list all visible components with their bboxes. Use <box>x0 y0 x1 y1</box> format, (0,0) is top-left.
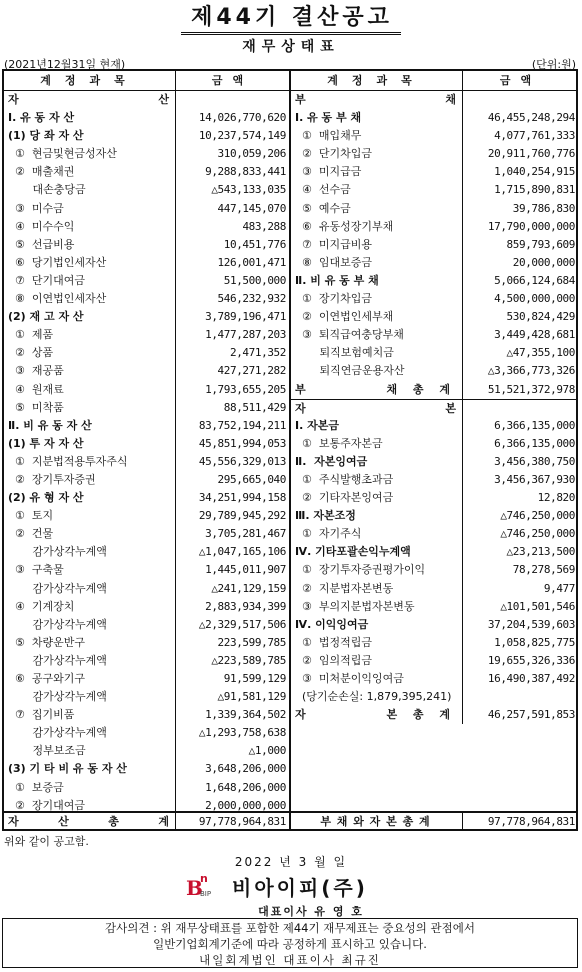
account-label: ⑧ 이연법인세자산 <box>4 290 176 308</box>
table-row <box>4 91 289 109</box>
amount-value: 14,026,770,620 <box>198 111 286 125</box>
amount-value: 4,077,761,333 <box>494 129 575 143</box>
table-row <box>291 706 578 724</box>
amount-value: 2,000,000,000 <box>205 798 286 812</box>
amount-value <box>463 688 578 706</box>
table-row <box>291 326 578 344</box>
table-row <box>291 308 578 326</box>
amount-value: 1,477,287,203 <box>205 328 286 342</box>
account-label: ① 보증금 <box>4 779 176 797</box>
amount-value: 483,288 <box>242 219 286 233</box>
account-label: ① 현금및현금성자산 <box>4 145 176 163</box>
amount-value: 12,820 <box>537 491 575 505</box>
account-header: 계정과목 <box>291 71 463 90</box>
account-label: ① 법정적립금 <box>291 634 463 652</box>
amount-value: 20,911,760,776 <box>487 147 575 161</box>
account-label: 퇴직보험예치금 <box>291 344 463 362</box>
balance-sheet-table <box>2 69 578 831</box>
table-row <box>291 598 578 616</box>
account-label: 정부보조금 <box>4 742 176 760</box>
amount-value: 20,000,000 <box>512 255 575 269</box>
label-part: 산 <box>158 93 169 106</box>
table-row <box>291 344 578 362</box>
amount-value: 2,471,352 <box>229 346 286 360</box>
account-label: ① 보통주자본금 <box>291 435 463 453</box>
amount-value: 223,599,785 <box>217 635 286 649</box>
amount-value: 88,511,429 <box>223 400 286 414</box>
amount-value: 1,715,890,831 <box>494 183 575 197</box>
account-label: ② 상품 <box>4 344 176 362</box>
amount-value: 17,790,000,000 <box>487 219 575 233</box>
amount-value: 6,366,135,000 <box>494 418 575 432</box>
assets-rows <box>4 91 289 815</box>
account-label: ⑥ 유동성장기부채 <box>291 218 463 236</box>
table-row <box>4 471 289 489</box>
table-row <box>4 181 289 199</box>
liabilities-header <box>291 71 578 91</box>
total-char-1: 자 <box>8 815 19 828</box>
table-row <box>4 779 289 797</box>
table-row <box>4 218 289 236</box>
amount-value: 9,288,833,441 <box>205 165 286 179</box>
amount-value: 546,232,932 <box>217 292 286 306</box>
account-label: ② 건물 <box>4 525 176 543</box>
amount-value: 45,851,994,053 <box>198 436 286 450</box>
table-row <box>291 652 578 670</box>
amount-value: △1,293,758,638 <box>198 726 286 740</box>
account-label: 감가상각누계액 <box>4 652 176 670</box>
account-label: ⑤ 차량운반구 <box>4 634 176 652</box>
table-row <box>4 290 289 308</box>
table-row <box>4 652 289 670</box>
table-row <box>4 525 289 543</box>
table-row <box>291 91 578 109</box>
account-label: ③ 부의지분법자본변동 <box>291 598 463 616</box>
amount-value: 3,789,196,471 <box>205 310 286 324</box>
account-label: ① 주식발행초과금 <box>291 471 463 489</box>
amount-value: 29,789,945,292 <box>198 509 286 523</box>
account-label: ⑤ 미착품 <box>4 399 176 417</box>
logo-letter-b: B <box>186 876 203 900</box>
company-signature <box>186 870 368 902</box>
label-part: 본 총 계 <box>386 708 456 722</box>
label-part: 자 <box>295 708 306 722</box>
table-row <box>291 163 578 181</box>
amount-value: 45,556,329,013 <box>198 454 286 468</box>
table-row <box>4 670 289 688</box>
amount-value: 126,001,471 <box>217 255 286 269</box>
table-row <box>4 272 289 290</box>
table-row <box>291 543 578 561</box>
account-label: ⑦ 집기비품 <box>4 706 176 724</box>
amount-value <box>463 400 578 417</box>
company-logo <box>186 872 222 900</box>
account-label: Ⅱ. 비 유 동 부 채 <box>291 272 463 290</box>
account-label: ⑤ 예수금 <box>291 200 463 218</box>
account-label: Ⅳ. 기타포괄손익누계액 <box>291 543 463 561</box>
amount-header: 금액 <box>499 74 542 87</box>
table-row <box>4 706 289 724</box>
table-row <box>291 109 578 127</box>
account-label: (3) 기 타 비 유 동 자 산 <box>4 760 176 778</box>
total-char-3: 총 <box>108 815 119 828</box>
account-label: 감가상각누계액 <box>4 688 176 706</box>
label-part: 자 <box>8 93 19 106</box>
audit-line-3: 내일회계법인 대표이사 최규진 <box>199 953 381 967</box>
amount-value: 3,705,281,467 <box>205 527 286 541</box>
account-label: ② 단기차입금 <box>291 145 463 163</box>
label-part: 부 <box>295 93 306 106</box>
table-row <box>4 399 289 417</box>
amount-value: 39,786,830 <box>512 201 575 215</box>
amount-value: △3,366,773,326 <box>487 364 575 378</box>
liabilities-equity-rows <box>291 91 578 724</box>
amount-value: 3,648,206,000 <box>205 762 286 776</box>
assets-total-amount: 97,778,964,831 <box>198 815 286 828</box>
amount-value: 1,058,825,775 <box>494 635 575 649</box>
account-label: (2) 유 형 자 산 <box>4 489 176 507</box>
statement-subtitle: 재무상태표 <box>242 39 340 55</box>
account-label: ② 지분법자본변동 <box>291 580 463 598</box>
amount-value: 51,521,372,978 <box>487 382 575 396</box>
table-row <box>291 145 578 163</box>
account-label: 대손충당금 <box>4 181 176 199</box>
table-row <box>291 561 578 579</box>
table-row <box>4 344 289 362</box>
amount-value: 10,451,776 <box>223 237 286 251</box>
amount-value: △1,000 <box>248 744 286 758</box>
account-label: (1) 투 자 자 산 <box>4 435 176 453</box>
amount-value: 3,456,367,930 <box>494 472 575 486</box>
account-label: Ⅰ. 유 동 자 산 <box>4 109 176 127</box>
table-row <box>4 127 289 145</box>
account-label: ③ 재공품 <box>4 362 176 380</box>
account-label: ③ 미지급금 <box>291 163 463 181</box>
account-label: ① 자기주식 <box>291 525 463 543</box>
liabilities-equity-total-label: 부 채 와 자 본 총 계 <box>291 813 463 829</box>
account-label: ② 장기투자증권 <box>4 471 176 489</box>
amount-value: 5,066,124,684 <box>494 273 575 287</box>
amount-value: △47,355,100 <box>506 346 575 360</box>
amount-value: 3,449,428,681 <box>494 328 575 342</box>
amount-value: 1,648,206,000 <box>205 780 286 794</box>
table-row <box>291 399 578 417</box>
amount-value: 3,456,380,750 <box>494 454 575 468</box>
liabilities-equity-column <box>291 71 578 829</box>
account-label: Ⅰ. 유 동 부 채 <box>291 109 463 127</box>
representative: 대표이사 유 영 호 <box>258 905 364 918</box>
account-label: 감가상각누계액 <box>4 724 176 742</box>
account-label: Ⅲ. 자본조정 <box>291 507 463 525</box>
account-label: ⑥ 공구와기구 <box>4 670 176 688</box>
amount-value: △746,250,000 <box>500 509 575 523</box>
total-char-2: 산 <box>58 815 69 828</box>
amount-value: 6,366,135,000 <box>494 436 575 450</box>
account-label: 퇴직연금운용자산 <box>291 362 463 380</box>
account-label: ① 제품 <box>4 326 176 344</box>
label-part: 채 <box>445 93 456 106</box>
total-char-4: 계 <box>158 815 169 828</box>
table-row <box>291 616 578 634</box>
account-label: ④ 원재료 <box>4 381 176 399</box>
table-row <box>4 724 289 742</box>
table-row <box>291 435 578 453</box>
account-label: ⑥ 당기법인세자산 <box>4 254 176 272</box>
closing-statement: 위와 같이 공고함. <box>4 835 89 848</box>
liabilities-equity-total-row <box>291 811 578 829</box>
account-label: ③ 구축물 <box>4 561 176 579</box>
account-label <box>4 91 176 109</box>
amount-value: 1,793,655,205 <box>205 382 286 396</box>
amount-value: △101,501,546 <box>500 599 575 613</box>
label-part: 부 <box>295 382 306 396</box>
amount-value: 51,500,000 <box>223 273 286 287</box>
report-date: (2021년12월31일 현재) <box>4 58 126 71</box>
account-header: 계정과목 <box>4 71 176 90</box>
account-label: ① 토지 <box>4 507 176 525</box>
amount-value: △23,213,500 <box>506 545 575 559</box>
table-row <box>4 742 289 760</box>
amount-value: △91,581,129 <box>217 690 286 704</box>
amount-value: △223,589,785 <box>211 653 286 667</box>
table-row <box>4 381 289 399</box>
account-label: Ⅳ. 이익잉여금 <box>291 616 463 634</box>
table-row <box>4 236 289 254</box>
table-row <box>4 616 289 634</box>
label-part: 자 <box>295 401 306 415</box>
account-label: (당기순손실: 1,879,395,241) <box>291 688 463 706</box>
account-label <box>291 381 463 399</box>
account-label: Ⅱ. 자본잉여금 <box>291 453 463 471</box>
liabilities-equity-total-amount: 97,778,964,831 <box>487 815 575 828</box>
account-label: (2) 재 고 자 산 <box>4 308 176 326</box>
table-row <box>4 145 289 163</box>
amount-value: 46,257,591,853 <box>487 708 575 722</box>
table-row <box>4 435 289 453</box>
table-row <box>291 127 578 145</box>
account-label: 감가상각누계액 <box>4 616 176 634</box>
account-label: 감가상각누계액 <box>4 580 176 598</box>
amount-header: 금액 <box>211 74 254 87</box>
amount-value <box>176 91 289 109</box>
account-label: ⑤ 선급비용 <box>4 236 176 254</box>
account-label: ④ 기계장치 <box>4 598 176 616</box>
announcement-date: 2022 년 3 월 일 <box>234 855 348 869</box>
table-row <box>291 218 578 236</box>
amount-value: 310,059,206 <box>217 147 286 161</box>
account-label: ② 기타자본잉여금 <box>291 489 463 507</box>
account-label: 감가상각누계액 <box>4 543 176 561</box>
table-row <box>291 453 578 471</box>
table-row <box>4 200 289 218</box>
amount-value: 9,477 <box>543 581 575 595</box>
announcement-title <box>0 4 582 35</box>
amount-value: 34,251,994,158 <box>198 491 286 505</box>
table-row <box>4 326 289 344</box>
amount-value: 91,599,129 <box>223 672 286 685</box>
company-name: 비아이피(주) <box>232 875 368 900</box>
table-row <box>4 561 289 579</box>
account-label: ⑦ 단기대여금 <box>4 272 176 290</box>
amount-value: 2,883,934,399 <box>205 599 286 613</box>
assets-header <box>4 71 289 91</box>
account-label: ② 장기대여금 <box>4 797 176 815</box>
table-row <box>291 634 578 652</box>
logo-bip: BIP <box>200 890 212 898</box>
account-label <box>291 91 463 109</box>
table-row <box>4 254 289 272</box>
table-row <box>291 507 578 525</box>
amount-value: 19,655,326,336 <box>487 653 575 667</box>
account-label: ② 이연법인세부채 <box>291 308 463 326</box>
amount-value: 530,824,429 <box>506 310 575 324</box>
logo-letter-n: n <box>200 872 208 885</box>
account-label <box>291 706 463 724</box>
table-row <box>4 598 289 616</box>
amount-value: 1,445,011,907 <box>205 563 286 577</box>
table-row <box>291 254 578 272</box>
account-label: ⑧ 임대보증금 <box>291 254 463 272</box>
audit-line-1: 감사의견 : 위 재무상태표를 포함한 제44기 재무제표는 중요성의 관점에서 <box>105 921 475 935</box>
account-label: ④ 선수금 <box>291 181 463 199</box>
table-row <box>4 688 289 706</box>
label-part: 채 총 계 <box>386 382 456 396</box>
label-part: 본 <box>445 401 456 415</box>
table-row <box>291 417 578 435</box>
amount-value: 1,040,254,915 <box>494 165 575 179</box>
amount-value: 427,271,282 <box>217 364 286 378</box>
table-row <box>4 543 289 561</box>
amount-value: 1,339,364,502 <box>205 708 286 722</box>
amount-value: 4,500,000,000 <box>494 292 575 306</box>
table-row <box>4 453 289 471</box>
audit-opinion-box <box>2 918 578 968</box>
account-label: ① 장기차입금 <box>291 290 463 308</box>
currency-unit: (단위:원) <box>531 58 576 71</box>
amount-value: △746,250,000 <box>500 527 575 541</box>
table-row <box>291 580 578 598</box>
table-row <box>4 163 289 181</box>
account-label: ④ 미수수익 <box>4 218 176 236</box>
account-label: Ⅱ. 비 유 동 자 산 <box>4 417 176 435</box>
assets-column <box>4 71 291 829</box>
table-row <box>291 290 578 308</box>
account-label: ③ 퇴직급여충당부채 <box>291 326 463 344</box>
table-row <box>4 760 289 778</box>
table-row <box>4 580 289 598</box>
assets-total-row <box>4 811 289 829</box>
table-row <box>291 200 578 218</box>
table-row <box>4 109 289 127</box>
table-row <box>291 272 578 290</box>
table-row <box>291 381 578 399</box>
amount-value: 83,752,194,211 <box>198 418 286 432</box>
account-label: ② 임의적립금 <box>291 652 463 670</box>
account-label <box>291 400 463 417</box>
title-text: 제44기 결산공고 <box>181 4 401 35</box>
table-row <box>291 525 578 543</box>
amount-value: 859,793,609 <box>506 237 575 251</box>
account-label: Ⅰ. 자본금 <box>291 417 463 435</box>
amount-value: 78,278,569 <box>512 563 575 577</box>
amount-value: △543,133,035 <box>211 183 286 197</box>
table-row <box>291 670 578 688</box>
account-label: ③ 미처분이익잉여금 <box>291 670 463 688</box>
account-label: ⑦ 미지급비용 <box>291 236 463 254</box>
table-row <box>4 417 289 435</box>
account-label: ① 장기투자증권평가이익 <box>291 561 463 579</box>
table-row <box>291 489 578 507</box>
table-row <box>291 181 578 199</box>
amount-value: △2,329,517,506 <box>198 617 286 631</box>
amount-value: 37,204,539,603 <box>487 617 575 631</box>
amount-value: 447,145,070 <box>217 201 286 215</box>
table-row <box>291 362 578 380</box>
amount-value: 295,665,040 <box>217 472 286 486</box>
table-row <box>4 362 289 380</box>
table-row <box>4 489 289 507</box>
table-row <box>4 507 289 525</box>
table-row <box>4 308 289 326</box>
amount-value: 10,237,574,149 <box>198 129 286 143</box>
account-label: ① 지분법적용투자주식 <box>4 453 176 471</box>
assets-total-label <box>4 813 176 829</box>
amount-value: 46,455,248,294 <box>487 111 575 125</box>
amount-value: △1,047,165,106 <box>198 545 286 559</box>
amount-value <box>463 91 578 109</box>
table-row <box>4 634 289 652</box>
table-row <box>291 688 578 706</box>
audit-line-2: 일반기업회계기준에 따라 공정하게 표시하고 있습니다. <box>153 937 427 951</box>
account-label: (1) 당 좌 자 산 <box>4 127 176 145</box>
table-row <box>291 471 578 489</box>
table-row <box>291 236 578 254</box>
account-label: ① 매입채무 <box>291 127 463 145</box>
amount-value: 16,490,387,492 <box>487 672 575 685</box>
account-label: ③ 미수금 <box>4 200 176 218</box>
account-label: ② 매출채권 <box>4 163 176 181</box>
amount-value: △241,129,159 <box>211 581 286 595</box>
